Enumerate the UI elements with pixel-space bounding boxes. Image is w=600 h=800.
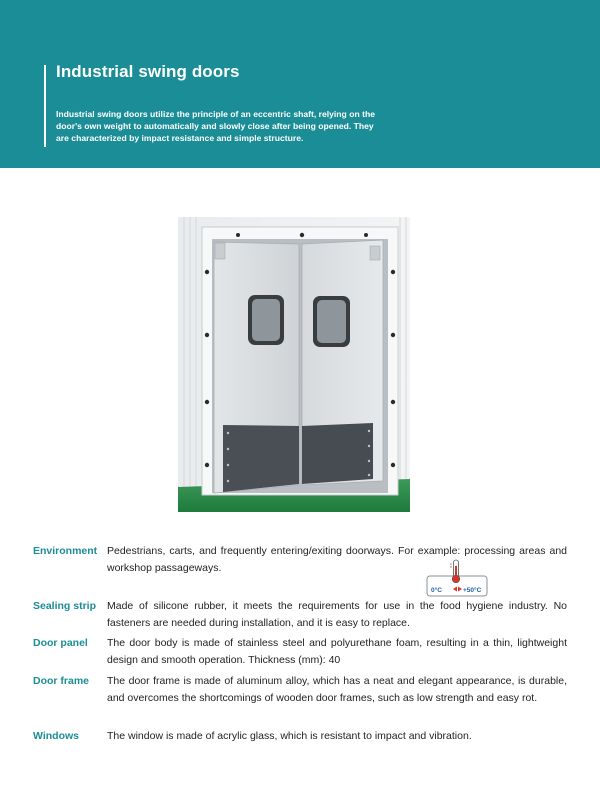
spec-label-door-frame: Door frame xyxy=(33,675,90,687)
page-description: Industrial swing doors utilize the principle of an eccentric shaft, relying on the door's own weight to automatically and slowly close after being opened. They are characterized by impact resistance and simple structure. xyxy=(56,109,375,143)
spec-text-door-panel: The door body is made of stainless steel and polyurethane foam, resulting in a thin, lightweight design and smooth operation. Thickness (mm): 40 xyxy=(107,637,567,666)
spec-text-environment: Pedestrians, carts, and frequently entering/exiting doorways. For example: processing areas and workshop passageways. xyxy=(107,545,567,574)
temp-low-label: 0°C xyxy=(431,587,442,594)
swing-door-photo xyxy=(178,217,410,512)
header-accent-bar xyxy=(44,65,46,147)
page-header xyxy=(0,0,600,168)
spec-label-door-panel: Door panel xyxy=(33,637,88,649)
spec-label-sealing-strip: Sealing strip xyxy=(33,600,97,612)
page-title: Industrial swing doors xyxy=(56,62,240,81)
spec-text-sealing-strip: Made of silicone rubber, it meets the requirements for use in the food hygiene industry. No fasteners are needed during installation, and it is easy to replace. xyxy=(107,600,567,629)
spec-text-windows: The window is made of acrylic glass, which is resistant to impact and vibration. xyxy=(107,730,472,742)
spec-text-door-frame: The door frame is made of aluminum alloy, which has a neat and elegant appearance, is durable, and overcomes the shortcomings of wooden door frames, such as low strength and easy rot. xyxy=(107,675,567,704)
spec-label-windows: Windows xyxy=(33,730,79,742)
temp-high-label: +50°C xyxy=(463,587,482,594)
spec-label-environment: Environment xyxy=(33,545,98,557)
